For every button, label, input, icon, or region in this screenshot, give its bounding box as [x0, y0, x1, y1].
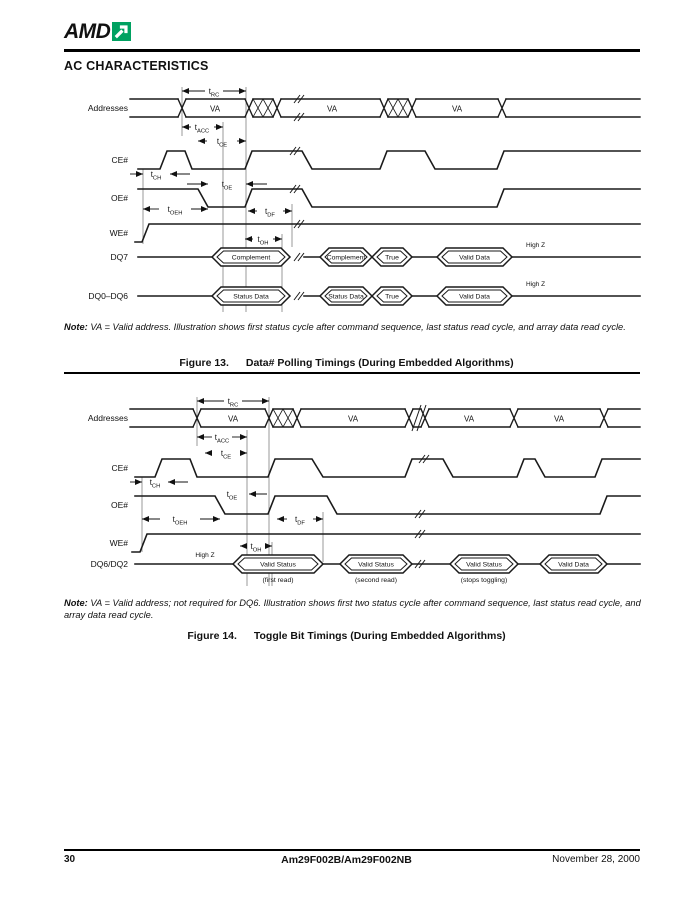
figure14-note-label: Note:	[64, 598, 88, 608]
fig13-dq7-cell-1: Complement	[231, 254, 271, 262]
fig14-signal-label-ce: CE#	[111, 463, 128, 473]
fig13-dq06-cell-4: Valid Data	[459, 293, 490, 301]
amd-logo-text: AMD	[64, 20, 111, 43]
fig13-oe-waveform	[138, 185, 640, 207]
fig14-dq-subnote-1: (first read)	[262, 577, 294, 584]
fig13-timing-label-toeh: $t_{OEH}$	[167, 205, 183, 217]
fig13-dq7-cell-4: Valid Data	[459, 254, 490, 262]
fig13-dq7-cell-2: Complement	[326, 254, 366, 262]
figure13-note-label: Note:	[64, 322, 88, 332]
amd-logo	[64, 22, 131, 46]
amd-arrow-icon	[112, 22, 131, 46]
fig13-timing-label-toe: $t_{OE}$	[221, 180, 233, 192]
fig13-dq06-cell-1: Status Data	[233, 293, 269, 301]
fig14-timing-arrows	[130, 401, 323, 546]
fig13-dq06-cell-3: True	[385, 293, 399, 301]
fig13-dq06-highz-label: High Z	[526, 281, 546, 288]
fig14-ce-waveform	[135, 455, 640, 477]
figure14-note-text: VA = Valid address; not required for DQ6. Illustration shows first two status cycle after command sequence, last status read cycle, and array data read cycle.	[64, 598, 641, 621]
fig14-timing-label-tce: $t_{CE}$	[220, 449, 232, 461]
fig13-addresses-waveform	[130, 95, 640, 121]
header-rule	[64, 49, 640, 52]
figure14-caption-number: Figure 14.	[187, 630, 237, 642]
fig14-timing-label-trc: $t_{RC}$	[227, 397, 239, 409]
fig14-signal-label-addresses: Addresses	[87, 413, 128, 423]
fig13-timing-label-toh: $t_{OH}$	[257, 235, 269, 247]
fig14-bus-value-4: VA	[553, 414, 565, 424]
fig13-timing-label-tch: $t_{CH}$	[150, 170, 162, 182]
fig14-timing-label-tacc: $t_{ACC}$	[214, 433, 230, 445]
fig14-bus-value-1: VA	[227, 414, 239, 424]
fig13-timing-label-trc: $t_{RC}$	[208, 87, 220, 99]
fig13-timing-label-tce: $t_{CE}$	[216, 137, 228, 149]
footer-document-id: Am29F002B/Am29F002NB	[281, 854, 412, 866]
figure13-caption	[0, 357, 693, 369]
fig14-dq-highz-label: High Z	[195, 552, 215, 559]
figure14-diagram	[60, 394, 660, 601]
fig14-timing-label-toe: $t_{OE}$	[226, 490, 238, 502]
fig13-signal-label-ce: CE#	[111, 155, 128, 165]
fig13-bus-value-1: VA	[209, 104, 221, 114]
fig14-timing-label-tch: $t_{CH}$	[149, 478, 161, 490]
fig14-we-waveform	[132, 530, 640, 552]
fig14-signal-label-dq: DQ6/DQ2	[90, 559, 128, 569]
fig14-signal-label-oe: OE#	[110, 500, 128, 510]
fig13-signal-label-we: WE#	[109, 228, 128, 238]
fig13-we-waveform	[135, 220, 640, 242]
footer-page-number: 30	[64, 854, 76, 865]
fig14-dq-cell-3: Valid Status	[466, 561, 502, 569]
fig14-bus-value-2: VA	[347, 414, 359, 424]
fig14-timing-label-toeh: $t_{OEH}$	[172, 515, 188, 527]
fig13-bus-value-2: VA	[326, 104, 338, 114]
footer-rule	[64, 849, 640, 851]
fig13-dq06-cell-2: Status Data	[328, 293, 364, 301]
fig13-bus-value-3: VA	[451, 104, 463, 114]
fig14-bus-value-3: VA	[463, 414, 475, 424]
figure13-diagram	[60, 84, 660, 321]
fig13-timing-label-tacc: $t_{ACC}$	[194, 123, 210, 135]
figure14-caption-title: Toggle Bit Timings (During Embedded Algorithms)	[253, 630, 506, 642]
fig14-dq-cell-4: Valid Data	[558, 561, 589, 569]
footer-date: November 28, 2000	[552, 854, 640, 865]
fig13-timing-label-tdf: $t_{DF}$	[265, 207, 275, 219]
figure14-caption	[0, 630, 693, 642]
figure13-caption-title: Data# Polling Timings (During Embedded Algorithms)	[245, 357, 514, 369]
fig14-timing-label-tdf: $t_{DF}$	[295, 515, 305, 527]
figure13-caption-number: Figure 13.	[179, 357, 229, 369]
fig13-signal-label-dq06: DQ0–DQ6	[88, 291, 128, 301]
fig14-dq-subnote-3: (stops toggling)	[460, 577, 508, 584]
fig14-dq-cell-2: Valid Status	[358, 561, 394, 569]
fig14-dq-subnote-2: (second read)	[355, 577, 397, 584]
fig13-ce-waveform	[138, 147, 640, 169]
fig13-signal-label-addresses: Addresses	[87, 103, 128, 113]
section-title: AC CHARACTERISTICS	[64, 59, 209, 73]
fig13-signal-label-oe: OE#	[110, 193, 128, 203]
figure13-note	[64, 321, 642, 333]
fig13-dq7-cell-3: True	[385, 254, 399, 262]
fig13-dq7-highz-label: High Z	[526, 242, 546, 249]
fig14-timing-label-toh: $t_{OH}$	[250, 542, 262, 554]
figure14-note	[64, 597, 642, 621]
figure13-note-text: VA = Valid address. Illustration shows first status cycle after command sequence, last status read cycle, and array data read cycle.	[90, 322, 626, 332]
fig13-guide-lines	[143, 87, 292, 312]
fig13-signal-label-dq7: DQ7	[110, 252, 128, 262]
fig14-dq-cell-1: Valid Status	[260, 561, 296, 569]
fig14-signal-label-we: WE#	[109, 538, 128, 548]
figure-divider-rule	[64, 372, 640, 374]
fig14-oe-waveform	[135, 496, 640, 518]
